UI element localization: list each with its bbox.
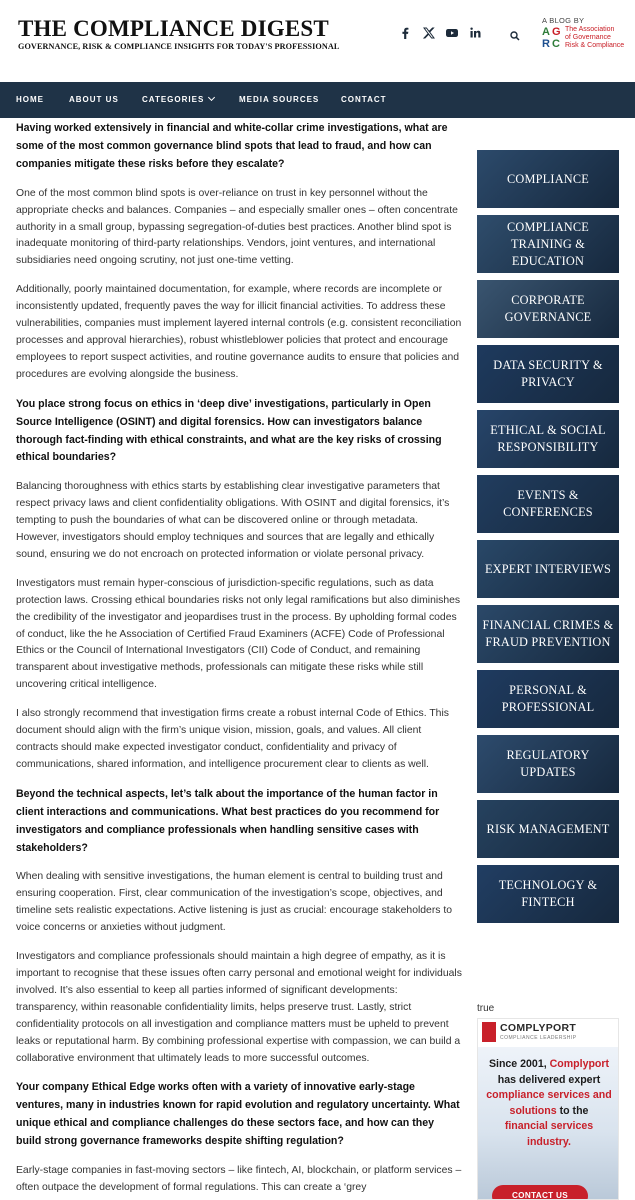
category-expert-interviews[interactable] [477, 540, 619, 598]
interview-answer: Balancing thoroughness with ethics starts by establishing clear investigative parameters that respect privacy laws and client confidentiality obligations. With OSINT and digital forensics, it’s tempting to push the boundaries of what can be discovered online or through metadata. However, investigators should employ techniques and sources that are legally and ethically sound, ensuring we do not encroach on protected information or violate personal privacy. [16, 481, 450, 560]
category-label: ETHICAL & SOCIAL RESPONSIBILITY [490, 423, 606, 454]
nav-categories[interactable] [142, 95, 214, 104]
interview-question: Beyond the technical aspects, let’s talk about the importance of the human factor in client interactions and communications. What best practices do you recommend for investigators and compliance professionals when handling sensitive cases with stakeholders? [16, 787, 440, 854]
category-label: COMPLIANCE TRAINING & EDUCATION [507, 219, 589, 268]
search-icon [510, 31, 520, 41]
interview-answer: Additionally, poorly maintained documentation, for example, where records are incomplete or inconsistently updated, frequently paves the way for illicit financial activities. To address these vulnerabilities, companies must implement layered internal controls (e.g. consistent reconciliation processes and approval hierarchies), robust whistleblower policies that protect and encourage employees to report suspect activities, and routine governance audits to ensure that policies and procedures are evolving alongside the business. [16, 284, 462, 380]
site-tagline: GOVERNANCE, RISK & COMPLIANCE INSIGHTS FOR TODAY'S PROFESSIONAL [18, 42, 340, 51]
interview-answer: Investigators must remain hyper-conscious of jurisdiction-specific regulations, such as data protection laws. Crossing ethical boundaries risks not only legal ramifications but also diminishes the credibility of the investigator and jeopardises trust in the process. By upholding formal codes of conduct, like the he Association of Certified Fraud Examiners (ACFE) Code of Professional Ethics or the Council of International Investigators (CII) Code of Conduct, and remaining transparent about investigative methods, professionals can mitigate these risks while still uncovering critical intelligence. [16, 577, 461, 691]
ad-brand-sub: COMPLIANCE LEADERSHIP [500, 1035, 577, 1041]
ad-copy-brand: Complyport [549, 1058, 610, 1070]
category-label: FINANCIAL CRIMES & FRAUD PREVENTION [482, 618, 614, 649]
category-technology-fintech[interactable] [477, 865, 619, 923]
nav-media-sources[interactable]: MEDIA SOURCES [239, 95, 320, 104]
stray-text: true [477, 1003, 495, 1014]
category-corporate-governance[interactable] [477, 280, 619, 338]
agrc-name-line1: The Association [565, 26, 615, 33]
ad-brand: COMPLYPORT [500, 1022, 577, 1034]
ad-copy-3: compliance services and [486, 1089, 612, 1101]
category-ethical-social[interactable] [477, 410, 619, 468]
article-body [16, 120, 462, 1200]
blog-by-label: A BLOG BY [542, 16, 585, 25]
ad-copy-4: solutions [509, 1104, 557, 1117]
nav-home[interactable]: HOME [16, 95, 44, 104]
contact-us-button[interactable]: CONTACT US [492, 1185, 588, 1200]
youtube-icon [446, 27, 458, 39]
ad-header [478, 1019, 619, 1047]
main-nav [0, 82, 635, 118]
svg-text:G: G [552, 26, 561, 38]
facebook-icon [400, 27, 410, 39]
ad-body [478, 1047, 619, 1200]
category-risk-management[interactable] [477, 800, 619, 858]
category-data-security[interactable] [477, 345, 619, 403]
category-sidebar [477, 150, 619, 930]
site-title[interactable]: THE COMPLIANCE DIGEST [18, 16, 329, 41]
interview-question: You place strong focus on ethics in ‘deep dive’ investigations, particularly in Open Source Intelligence (OSINT) and digital forensics. How can investigators balance thorough fact-finding with ethical constraints, and what are the key risks of crossing ethical boundaries? [16, 397, 442, 464]
category-label: EVENTS & CONFERENCES [503, 488, 593, 519]
category-label: TECHNOLOGY & FINTECH [498, 878, 598, 909]
category-label: EXPERT INTERVIEWS [484, 561, 612, 576]
category-label: CORPORATE GOVERNANCE [504, 293, 592, 324]
linkedin-link[interactable] [470, 27, 481, 38]
nav-about-us[interactable]: ABOUT US [69, 95, 119, 104]
agrc-name-line3: Risk & Compliance [565, 42, 625, 49]
site-header [0, 0, 635, 82]
category-events[interactable] [477, 475, 619, 533]
interview-answer: I also strongly recommend that investigation firms create a robust internal Code of Ethics. This document should align with the firm’s unique vision, mission, goals, and values. All client contracts should make expected investigator conduct, confidentiality and privacy of communications, shared information, and intelligence procurement clear to clients as well. [16, 708, 449, 770]
ad-copy [478, 1057, 619, 1150]
category-compliance-training[interactable] [477, 215, 619, 273]
agrc-name-line2: of Governance [565, 34, 611, 41]
x-link[interactable] [423, 27, 435, 39]
interview-question: Your company Ethical Edge works often with a variety of innovative early-stage ventures, many in industries known for rapid evolution and regulatory uncertainty. What unique ethical and compliance challenges do these sectors face, and how can they build strong governance frameworks despite shifting regulation? [16, 1081, 460, 1148]
chevron-down-icon [208, 94, 215, 101]
ad-copy-6: financial services [504, 1120, 594, 1132]
complyport-logo-icon [482, 1022, 496, 1042]
nav-categories-label: CATEGORIES [142, 95, 205, 104]
svg-text:C: C [552, 38, 560, 49]
agrc-sponsor-logo[interactable] [542, 16, 632, 56]
category-label: DATA SECURITY & PRIVACY [493, 358, 603, 389]
category-regulatory-updates[interactable] [477, 735, 619, 793]
svg-text:A: A [542, 26, 550, 38]
category-label: RISK MANAGEMENT [486, 821, 610, 836]
facebook-link[interactable] [400, 27, 410, 39]
category-label: REGULATORY UPDATES [506, 748, 590, 779]
ad-copy-5: to the [559, 1104, 589, 1117]
category-label: PERSONAL & PROFESSIONAL [501, 683, 595, 714]
agrc-name [565, 26, 624, 50]
category-financial-crimes[interactable] [477, 605, 619, 663]
ad-copy-1: Since 2001, [488, 1058, 547, 1070]
nav-contact[interactable]: CONTACT [341, 95, 387, 104]
category-label: COMPLIANCE [507, 171, 589, 186]
x-icon [423, 27, 435, 39]
ad-copy-2: has delivered expert [497, 1073, 601, 1086]
youtube-link[interactable] [446, 27, 458, 39]
ad-copy-7: industry. [527, 1135, 571, 1148]
search-button[interactable] [510, 28, 522, 40]
category-personal-professional[interactable] [477, 670, 619, 728]
svg-text:R: R [542, 38, 550, 49]
complyport-ad[interactable] [477, 1018, 619, 1200]
agrc-logo-mark [542, 25, 564, 50]
interview-answer: Investigators and compliance professionals should maintain a high degree of empathy, as it is important to recognise that these issues often carry personal and emotional weight for individuals involved. It’s also essential to keep all parties informed of significant developments: transparency, within reasonable confidentiality limits, helps preserve trust. Lastly, strict confidentiality protocols on all investigation and compliance matters must be upheld to prevent leaks or reputational harm. By combining professional expertise with compassion, we can build a collaborative environment that ultimately leads to more successful outcomes. [16, 951, 462, 1064]
interview-answer: When dealing with sensitive investigations, the human element is central to building trust and ensuring cooperation. First, clear communication of the investigation’s scope, objectives, and timeline sets realistic expectations. Active listening is just as crucial: encourage stakeholders to voice concerns or anxieties without judgment. [16, 871, 453, 934]
interview-answer: One of the most common blind spots is over-reliance on trust in key personnel without the appropriate checks and balances. Companies – and especially smaller ones – often concentrate authority in a small group, bypassing segregation-of-duties best practices. Another blind spot is inadequate monitoring of third-party relationships. Vendors, joint ventures, and international subsidiaries need ongoing scrutiny, not just one-time vetting. [16, 187, 458, 267]
interview-question: Having worked extensively in financial and white-collar crime investigations, what are some of the most common governance blind spots that lead to fraud, and how can companies mitigate these risks before they escalate? [16, 122, 448, 170]
linkedin-icon [470, 27, 481, 38]
interview-answer: Early-stage companies in fast-moving sectors – like fintech, AI, blockchain, or platform services – often outpace the development of formal regulations. This can create a ‘grey [16, 1165, 462, 1193]
category-compliance[interactable] [477, 150, 619, 208]
